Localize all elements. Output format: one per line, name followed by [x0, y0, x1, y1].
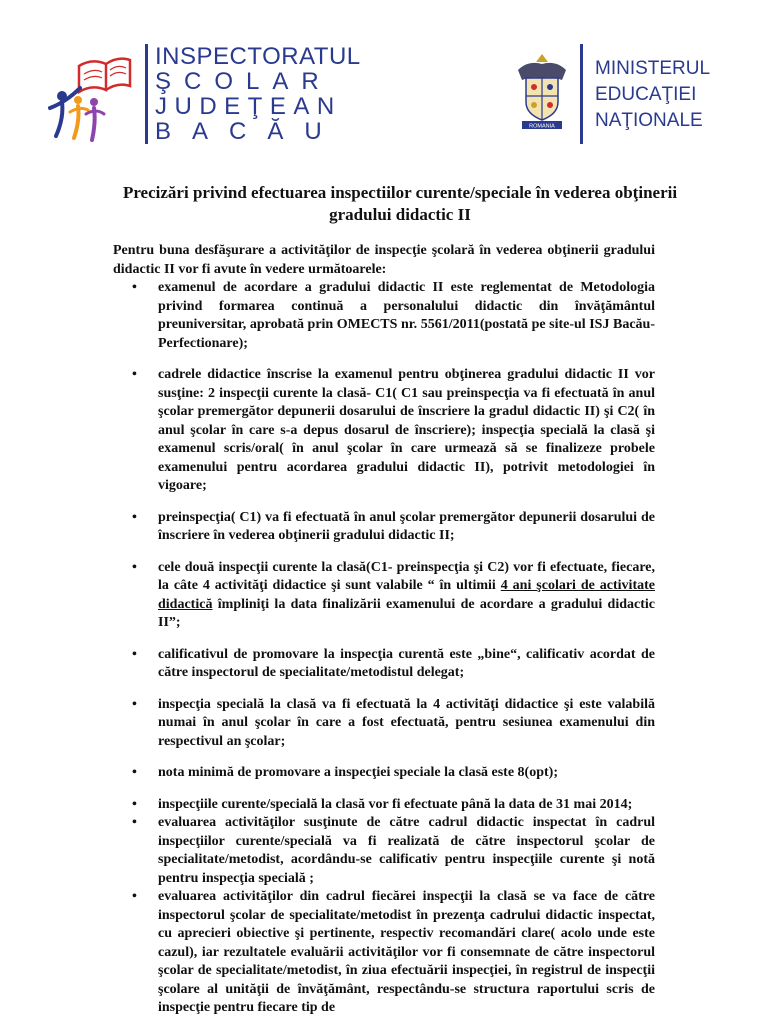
header-divider-right [580, 44, 583, 144]
isj-line-3: JUDEŢEAN [155, 93, 342, 120]
list-item: • cele două inspecţii curente la clasă(C1- preinspecţia şi C2) vor fi efectuate, fiecare, la câte 4 activităţi didactice şi sunt valabile “ în ultimii 4 ani şcolari de activitate didactică împliniţi la data finalizării examenului de acordare a gradului didactic II”; [132, 559, 655, 630]
requirements-list [113, 279, 655, 1018]
bullet-icon: • [132, 796, 137, 812]
ministry-line-2: EDUCAŢIEI [595, 84, 697, 105]
isj-line-1: INSPECTORATUL [155, 43, 361, 70]
bullet-icon: • [132, 646, 137, 662]
document-title: Precizări privind efectuarea inspectiilor curente/speciale în vederea obţinerii gradului didactic II [122, 183, 678, 224]
ministry-name [595, 56, 710, 134]
list-item: • inspecţiile curente/specială la clasă vor fi efectuate până la data de 31 mai 2014; [113, 796, 655, 815]
bullet-icon: • [132, 889, 137, 904]
ministry-line-3: NAŢIONALE [595, 110, 703, 131]
underlined-phrase: 4 ani şcolari de activitate didactică [158, 578, 655, 612]
bullet-icon: • [132, 367, 137, 382]
coat-of-arms-icon [512, 50, 572, 132]
bullet-icon: • [132, 509, 137, 525]
list-item: • inspecţia specială la clasă va fi efectuată la 4 activităţi didactice şi este valabilă numai în anul şcolar în care a fost efectuată, pentru sesiunea examenului din respectivul an şcolar; [132, 696, 655, 749]
bullet-icon: • [132, 815, 137, 830]
list-item: • cadrele didactice înscrise la examenul pentru obţinerea gradului didactic II vor susţine: 2 inspecţii curente la clasă- C1( C1 sau preinspecţia va fi efectuată în anul şcolar premergător depunerii dosarului de înscriere la gradul didactic II) şi C2( în anul şcolar în care s-a depus dosarul de înscriere); inspecţia specială la clasă şi examenul scris/oral( în anul şcolar în care urmează să se finalizeze probele examenului pentru acordarea gradului didactic II), potrivit metodologiei în vigoare; [132, 367, 655, 493]
header-divider-left [145, 44, 148, 144]
bullet-icon: • [132, 765, 137, 780]
coat-banner-text: ROMANIA [529, 123, 555, 130]
list-item: • evaluarea activităţilor susţinute de către cadrul didactic inspectat în cadrul inspecţiilor curente/specială va fi realizată de către inspectorul şcolar de specialitate/metodist, acordându-se calificativ pentru inspecţiile curente şi notă pentru inspecţia specială ; [132, 815, 655, 886]
list-item: • evaluarea activităţilor din cadrul fiecărei inspecţii la clasă se va face de către inspectorul şcolar de specialitate/metodist în prezenţa cadrului didactic inspectat, cu aprecieri obiective şi pertinente, respectiv recomandări clare( acolo unde este cazul), iar rezultatele evaluării activităţilor vor fi consemnate de către inspectorul şcolar de specialitate/metodist, în ziua efectuării inspecţiei, în registrul de inspecţii şcolare al unităţii de învăţământ, respectându-se structura raportului scris de inspecţie pentru fiecare tip de [132, 889, 655, 1015]
isj-name [155, 44, 361, 144]
list-item: • nota minimă de promovare a inspecţiei speciale la clasă este 8(opt); [113, 764, 655, 783]
list-item: • calificativul de promovare la inspecţia curentă este „bine“, calificativ acordat de către inspectorul de specialitate/metodistul delegat; [132, 646, 655, 680]
ministry-line-1: MINISTERUL [595, 58, 711, 79]
document-body [113, 242, 655, 1018]
isj-line-2: ŞCOLAR [155, 68, 332, 95]
isj-book-logo [44, 44, 144, 144]
intro-paragraph: Pentru buna desfăşurare a activităţilor de inspecţie şcolară în vederea obţinerii gradului didactic II vor fi avute în vedere următoarele: [113, 243, 655, 277]
isj-line-4: BACĂU [155, 118, 343, 145]
bullet-icon: • [132, 280, 137, 295]
list-item: • examenul de acordare a gradului didactic II este reglementat de Metodologia privind formarea continuă a personalului didactic din învăţământul preuniversitar, aprobată prin OMECTS nr. 5561/2011(postată pe site-ul ISJ Bacău- Perfectionare); [132, 280, 655, 351]
list-item: • preinspecţia( C1) va fi efectuată în anul şcolar premergător depunerii dosarului de înscriere în vederea obţinerii gradului didactic II; [132, 509, 655, 543]
bullet-icon: • [132, 559, 137, 575]
bullet-icon: • [132, 696, 137, 712]
